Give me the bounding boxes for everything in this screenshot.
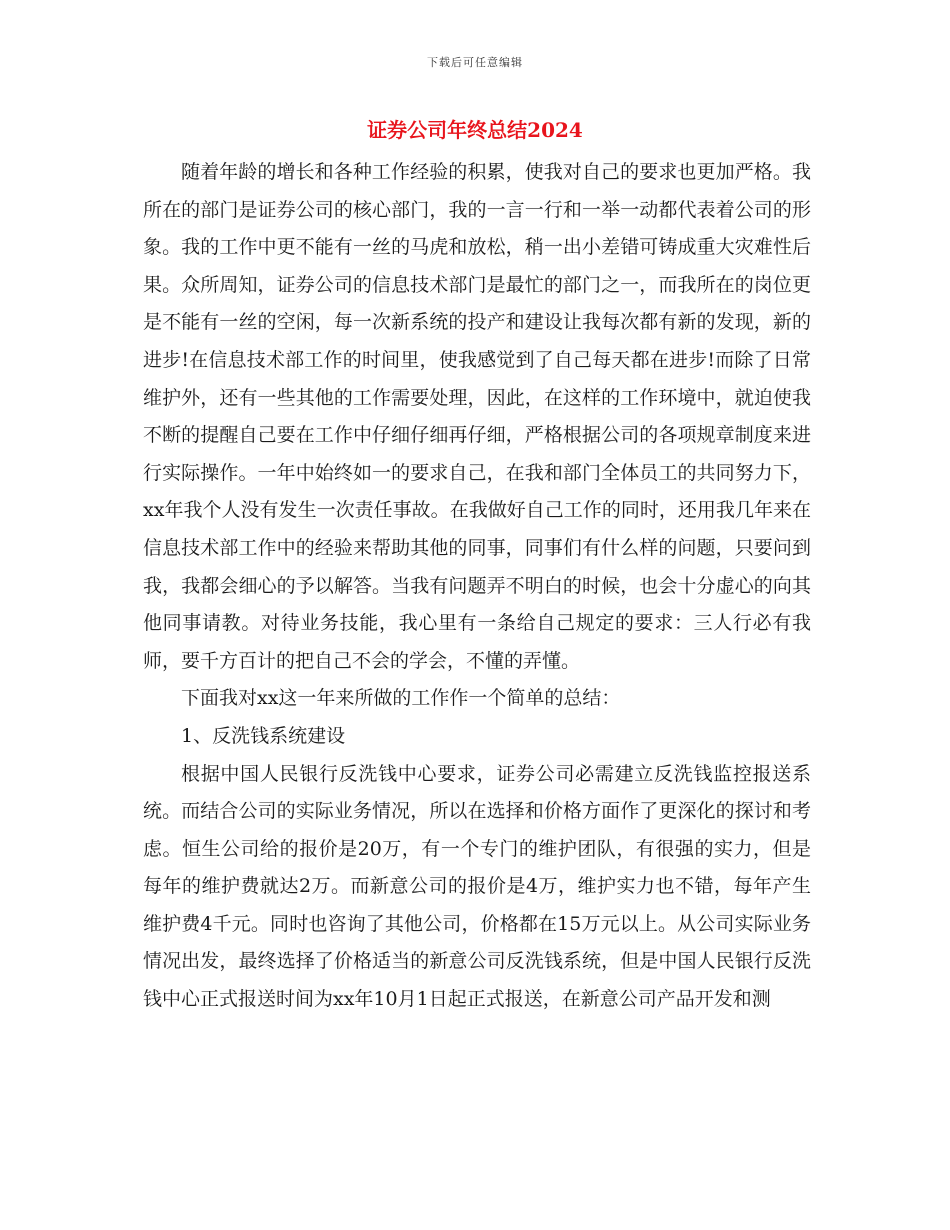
header-note: 下载后可任意编辑	[427, 56, 523, 69]
paragraph: 随着年龄的增长和各种工作经验的积累，使我对自己的要求也更加严格。我所在的部门是证券公司的核心部门，我的一言一行和一举一动都代表着公司的形象。我的工作中更不能有一丝的马虎和放松，稍一出小差错可铸成重大灾难性后果。众所周知，证券公司的信息技术部门是最忙的部门之一，而我所在的岗位更是不能有一丝的空闲，每一次新系统的投产和建设让我每次都有新的发现，新的进步!在信息技术部工作的时间里，使我感觉到了自己每天都在进步!而除了日常维护外，还有一些其他的工作需要处理，因此，在这样的工作环境中，就迫使我不断的提醒自己要在工作中仔细仔细再仔细，严格根据公司的各项规章制度来进行实际操作。一年中始终如一的要求自己，在我和部门全体员工的共同努力下，xx年我个人没有发生一次责任事故。在我做好自己工作的同时，还用我几年来在信息技术部工作中的经验来帮助其他的同事，同事们有什么样的问题，只要问到我，我都会细心的予以解答。当我有问题弄不明白的时候，也会十分虚心的向其他同事请教。对待业务技能，我心里有一条给自己规定的要求：三人行必有我师，要千方百计的把自己不会的学会，不懂的弄懂。	[143, 161, 811, 672]
document-body	[143, 154, 811, 1019]
paragraph: 根据中国人民银行反洗钱中心要求，证券公司必需建立反洗钱监控报送系统。而结合公司的实际业务情况，所以在选择和价格方面作了更深化的探讨和考虑。恒生公司给的报价是20万，有一个专门的维护团队，有很强的实力，但是每年的维护费就达2万。而新意公司的报价是4万，维护实力也不错，每年产生维护费4千元。同时也咨询了其他公司，价格都在15万元以上。从公司实际业务情况出发，最终选择了价格适当的新意公司反洗钱系统，但是中国人民银行反洗钱中心正式报送时间为xx年10月1日起正式报送，在新意公司产品开发和测	[143, 762, 811, 1011]
document-title: 证券公司年终总结2024	[367, 118, 583, 142]
paragraph: 下面我对xx这一年来所做的工作作一个简单的总结：	[181, 687, 621, 710]
section-heading: 1、反洗钱系统建设	[181, 724, 346, 747]
